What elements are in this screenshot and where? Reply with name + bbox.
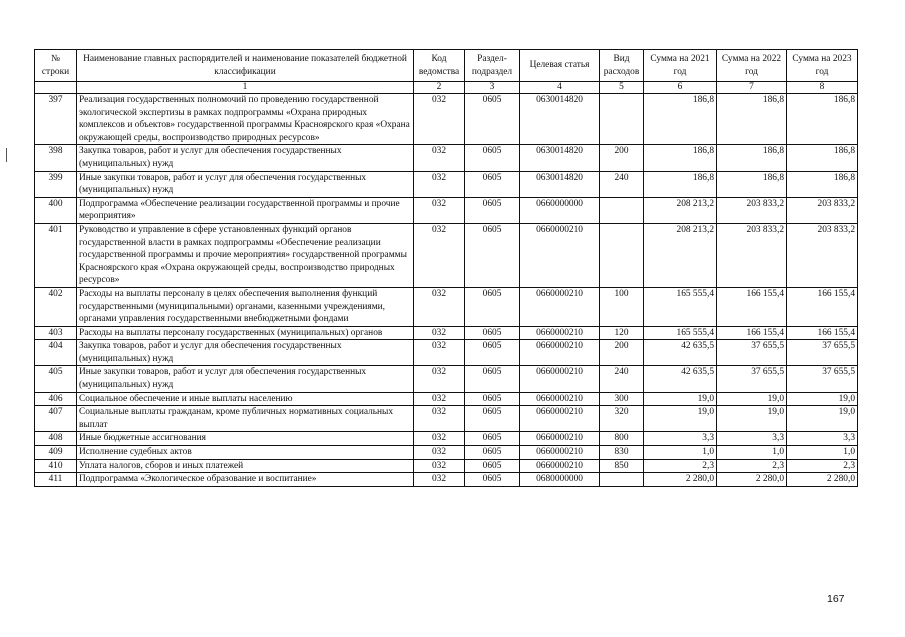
row-sum-2022: 19,0 (717, 406, 787, 432)
column-number: 2 (414, 82, 465, 94)
column-number (35, 82, 77, 94)
row-expense-type: 850 (600, 459, 644, 473)
row-target-item: 0660000210 (520, 340, 600, 366)
row-sum-2022: 1,0 (717, 446, 787, 460)
row-dept-code: 032 (414, 326, 465, 340)
row-section: 0605 (465, 406, 520, 432)
table-row (35, 459, 858, 473)
row-section: 0605 (465, 94, 520, 145)
row-target-item: 0630014820 (520, 171, 600, 197)
row-dept-code: 032 (414, 366, 465, 392)
row-name: Реализация государственных полномочий по проведению государственной экологической экспертизы в рамках подпрограммы «Охрана природных комплексов и объектов» государственной программы Красноярского края «Охрана окружающей среды, воспроизводство природных ресурсов» (77, 94, 414, 145)
row-number: 398 (35, 145, 77, 171)
row-dept-code: 032 (414, 145, 465, 171)
row-section: 0605 (465, 145, 520, 171)
row-target-item: 0660000210 (520, 446, 600, 460)
row-sum-2023: 2,3 (787, 459, 858, 473)
row-expense-type: 800 (600, 432, 644, 446)
row-number: 404 (35, 340, 77, 366)
row-section: 0605 (465, 223, 520, 287)
row-sum-2023: 203 833,2 (787, 197, 858, 223)
row-dept-code: 032 (414, 171, 465, 197)
row-sum-2022: 186,8 (717, 94, 787, 145)
column-number: 7 (717, 82, 787, 94)
row-number: 403 (35, 326, 77, 340)
table-row (35, 171, 858, 197)
row-sum-2021: 165 555,4 (644, 287, 717, 326)
row-expense-type (600, 223, 644, 287)
table-row (35, 366, 858, 392)
row-dept-code: 032 (414, 432, 465, 446)
row-target-item: 0630014820 (520, 94, 600, 145)
row-sum-2022: 19,0 (717, 392, 787, 406)
table-row (35, 287, 858, 326)
row-dept-code: 032 (414, 392, 465, 406)
row-expense-type: 240 (600, 171, 644, 197)
row-number: 397 (35, 94, 77, 145)
table-row (35, 145, 858, 171)
scan-margin-mark (6, 148, 7, 162)
row-dept-code: 032 (414, 223, 465, 287)
row-section: 0605 (465, 326, 520, 340)
row-expense-type (600, 94, 644, 145)
row-target-item: 0680000000 (520, 473, 600, 487)
column-number: 4 (520, 82, 600, 94)
row-sum-2022: 2,3 (717, 459, 787, 473)
column-number: 6 (644, 82, 717, 94)
col-header-sum-2021: Сумма на 2021 год (644, 50, 717, 82)
row-name: Закупка товаров, работ и услуг для обеспечения государственных (муниципальных) нужд (77, 340, 414, 366)
row-sum-2023: 37 655,5 (787, 366, 858, 392)
row-sum-2023: 166 155,4 (787, 326, 858, 340)
row-dept-code: 032 (414, 287, 465, 326)
col-header-name: Наименование главных распорядителей и наименование показателей бюджетной классификации (77, 50, 414, 82)
row-dept-code: 032 (414, 340, 465, 366)
row-number: 406 (35, 392, 77, 406)
row-dept-code: 032 (414, 446, 465, 460)
row-sum-2021: 19,0 (644, 392, 717, 406)
row-section: 0605 (465, 432, 520, 446)
row-expense-type: 200 (600, 145, 644, 171)
row-sum-2021: 208 213,2 (644, 197, 717, 223)
row-expense-type: 830 (600, 446, 644, 460)
row-target-item: 0660000210 (520, 366, 600, 392)
row-sum-2022: 186,8 (717, 145, 787, 171)
row-sum-2021: 42 635,5 (644, 366, 717, 392)
col-header-dept-code: Код ведомства (414, 50, 465, 82)
row-sum-2023: 186,8 (787, 145, 858, 171)
row-dept-code: 032 (414, 197, 465, 223)
row-name: Иные бюджетные ассигнования (77, 432, 414, 446)
row-number: 407 (35, 406, 77, 432)
row-name: Руководство и управление в сфере установленных функций органов государственной власти в рамках подпрограммы «Обеспечение реализации государственной программы и прочие мероприятия» государственной программы Красноярского края «Охрана окружающей среды, воспроизводство природных ресурсов» (77, 223, 414, 287)
row-target-item: 0660000210 (520, 326, 600, 340)
row-sum-2023: 37 655,5 (787, 340, 858, 366)
row-name: Закупка товаров, работ и услуг для обеспечения государственных (муниципальных) нужд (77, 145, 414, 171)
column-number: 5 (600, 82, 644, 94)
row-sum-2022: 37 655,5 (717, 366, 787, 392)
row-section: 0605 (465, 340, 520, 366)
table-row (35, 94, 858, 145)
col-header-expense-type: Вид расходов (600, 50, 644, 82)
row-section: 0605 (465, 171, 520, 197)
row-expense-type (600, 473, 644, 487)
row-expense-type: 240 (600, 366, 644, 392)
row-sum-2022: 166 155,4 (717, 326, 787, 340)
row-target-item: 0660000000 (520, 197, 600, 223)
row-sum-2023: 2 280,0 (787, 473, 858, 487)
table-row (35, 473, 858, 487)
row-sum-2023: 1,0 (787, 446, 858, 460)
column-number: 3 (465, 82, 520, 94)
row-number: 410 (35, 459, 77, 473)
row-name: Иные закупки товаров, работ и услуг для обеспечения государственных (муниципальных) нужд (77, 171, 414, 197)
table-row (35, 326, 858, 340)
row-sum-2021: 186,8 (644, 145, 717, 171)
row-expense-type (600, 197, 644, 223)
row-target-item: 0660000210 (520, 287, 600, 326)
row-dept-code: 032 (414, 94, 465, 145)
table-row (35, 446, 858, 460)
row-name: Подпрограмма «Обеспечение реализации государственной программы и прочие мероприятия» (77, 197, 414, 223)
column-number: 8 (787, 82, 858, 94)
row-number: 400 (35, 197, 77, 223)
col-header-row-number: № строки (35, 50, 77, 82)
row-sum-2022: 203 833,2 (717, 223, 787, 287)
table-row (35, 197, 858, 223)
row-sum-2021: 19,0 (644, 406, 717, 432)
row-sum-2021: 2,3 (644, 459, 717, 473)
row-section: 0605 (465, 366, 520, 392)
row-section: 0605 (465, 197, 520, 223)
row-name: Подпрограмма «Экологическое образование и воспитание» (77, 473, 414, 487)
row-sum-2023: 203 833,2 (787, 223, 858, 287)
row-sum-2023: 3,3 (787, 432, 858, 446)
table-row (35, 392, 858, 406)
row-sum-2022: 2 280,0 (717, 473, 787, 487)
row-number: 408 (35, 432, 77, 446)
row-expense-type: 120 (600, 326, 644, 340)
row-dept-code: 032 (414, 406, 465, 432)
page-number: 167 (827, 593, 845, 605)
row-number: 409 (35, 446, 77, 460)
budget-table (34, 49, 858, 487)
row-expense-type: 300 (600, 392, 644, 406)
row-target-item: 0660000210 (520, 392, 600, 406)
column-number-row (35, 82, 858, 94)
row-dept-code: 032 (414, 473, 465, 487)
row-name: Социальное обеспечение и иные выплаты населению (77, 392, 414, 406)
row-sum-2021: 165 555,4 (644, 326, 717, 340)
row-target-item: 0660000210 (520, 223, 600, 287)
row-sum-2021: 2 280,0 (644, 473, 717, 487)
row-target-item: 0660000210 (520, 459, 600, 473)
col-header-sum-2023: Сумма на 2023 год (787, 50, 858, 82)
row-number: 401 (35, 223, 77, 287)
row-sum-2023: 19,0 (787, 392, 858, 406)
row-sum-2021: 3,3 (644, 432, 717, 446)
row-sum-2023: 186,8 (787, 94, 858, 145)
row-sum-2022: 186,8 (717, 171, 787, 197)
row-sum-2022: 3,3 (717, 432, 787, 446)
row-sum-2022: 203 833,2 (717, 197, 787, 223)
row-sum-2023: 19,0 (787, 406, 858, 432)
col-header-target-item: Целевая статья (520, 50, 600, 82)
row-sum-2022: 166 155,4 (717, 287, 787, 326)
row-number: 405 (35, 366, 77, 392)
row-name: Расходы на выплаты персоналу в целях обеспечения выполнения функций государственными (муниципальными) органами, казенными учреждениями, органами управления государственными внебюджетными фондами (77, 287, 414, 326)
row-sum-2021: 186,8 (644, 94, 717, 145)
table-row (35, 406, 858, 432)
row-section: 0605 (465, 473, 520, 487)
row-name: Расходы на выплаты персоналу государственных (муниципальных) органов (77, 326, 414, 340)
col-header-section: Раздел-подраздел (465, 50, 520, 82)
row-name: Исполнение судебных актов (77, 446, 414, 460)
row-section: 0605 (465, 392, 520, 406)
row-sum-2021: 208 213,2 (644, 223, 717, 287)
table-row (35, 432, 858, 446)
row-sum-2021: 42 635,5 (644, 340, 717, 366)
row-expense-type: 100 (600, 287, 644, 326)
row-sum-2023: 186,8 (787, 171, 858, 197)
row-target-item: 0660000210 (520, 406, 600, 432)
row-sum-2022: 37 655,5 (717, 340, 787, 366)
row-name: Иные закупки товаров, работ и услуг для обеспечения государственных (муниципальных) нужд (77, 366, 414, 392)
column-number: 1 (77, 82, 414, 94)
row-section: 0605 (465, 459, 520, 473)
row-section: 0605 (465, 287, 520, 326)
row-name: Социальные выплаты гражданам, кроме публичных нормативных социальных выплат (77, 406, 414, 432)
row-target-item: 0630014820 (520, 145, 600, 171)
row-section: 0605 (465, 446, 520, 460)
table-row (35, 223, 858, 287)
table-row (35, 340, 858, 366)
row-number: 399 (35, 171, 77, 197)
row-sum-2021: 1,0 (644, 446, 717, 460)
row-target-item: 0660000210 (520, 432, 600, 446)
row-number: 411 (35, 473, 77, 487)
row-expense-type: 200 (600, 340, 644, 366)
row-number: 402 (35, 287, 77, 326)
row-sum-2021: 186,8 (644, 171, 717, 197)
header-row (35, 50, 858, 82)
row-sum-2023: 166 155,4 (787, 287, 858, 326)
row-name: Уплата налогов, сборов и иных платежей (77, 459, 414, 473)
row-dept-code: 032 (414, 459, 465, 473)
col-header-sum-2022: Сумма на 2022 год (717, 50, 787, 82)
row-expense-type: 320 (600, 406, 644, 432)
